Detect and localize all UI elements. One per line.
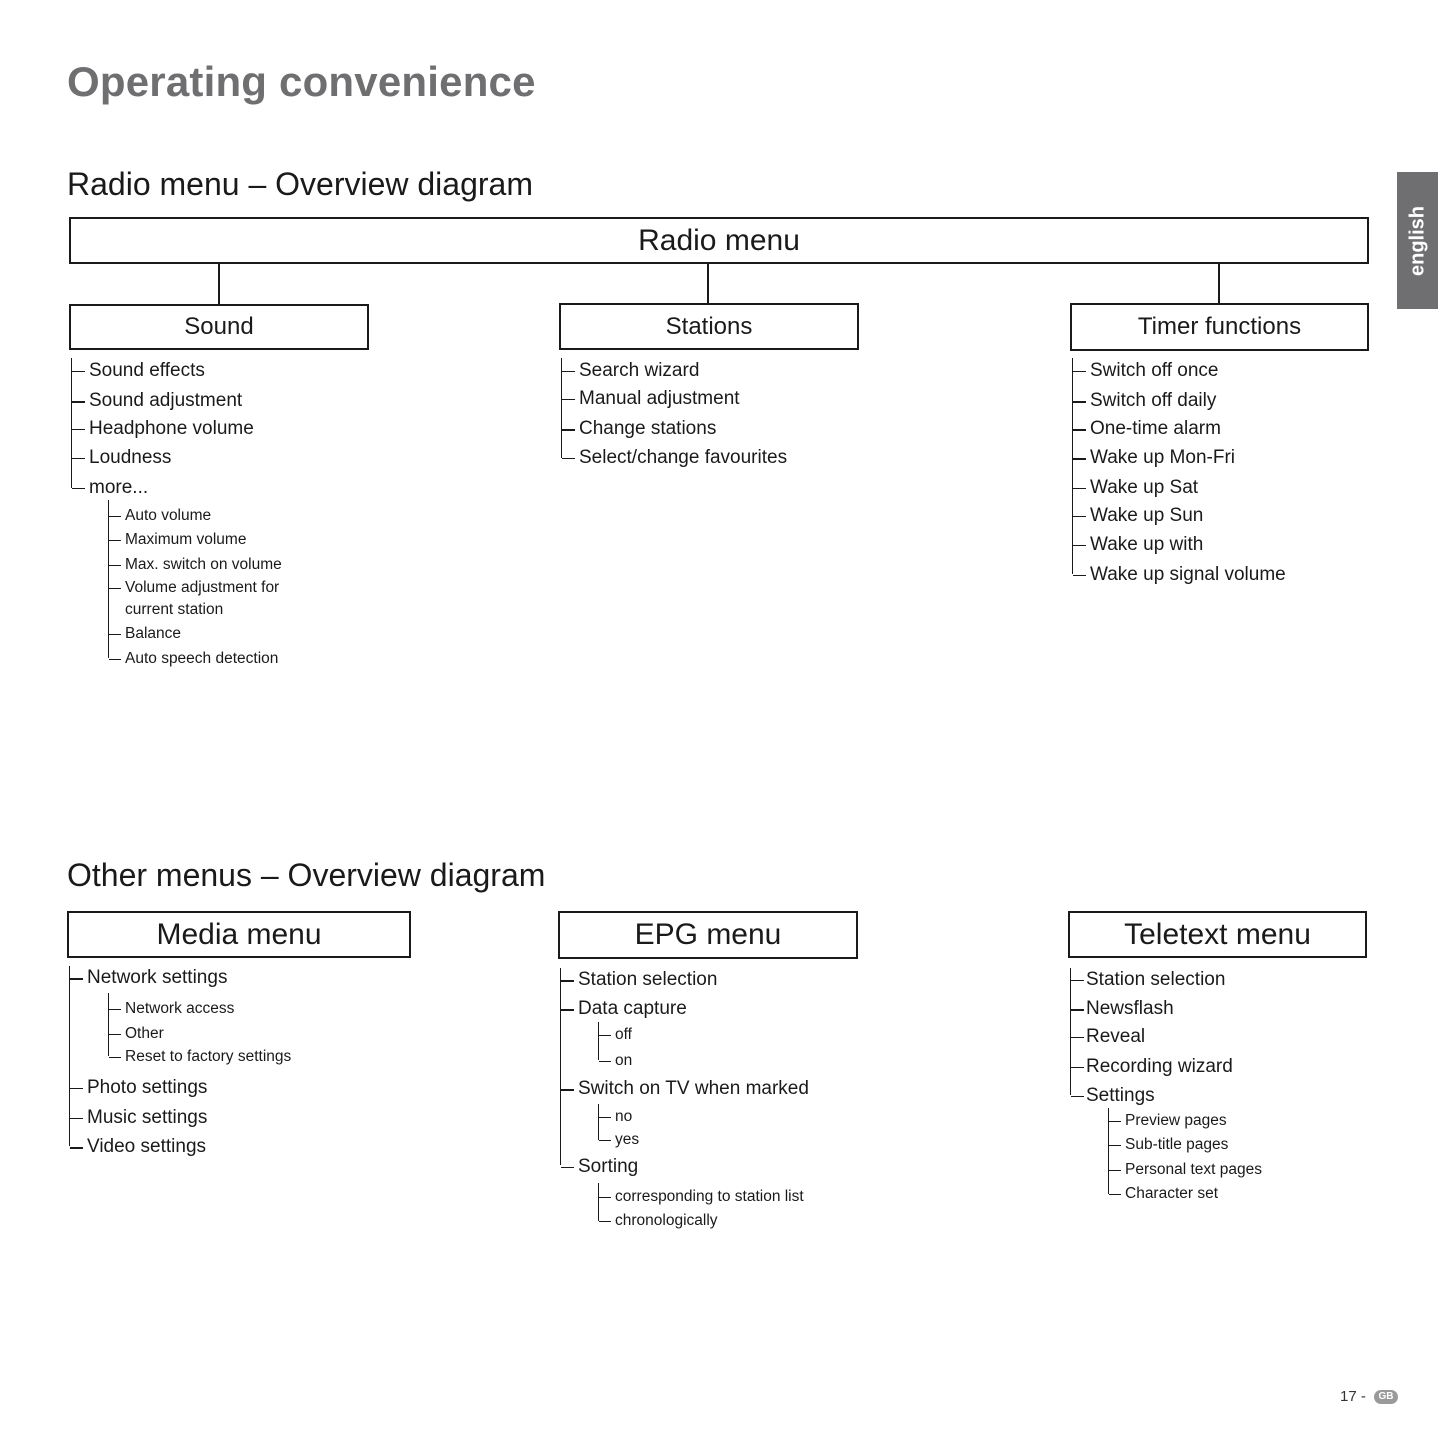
list-item: Wake up Sat <box>1073 478 1181 497</box>
list-item: Settings <box>1071 1086 1140 1105</box>
list-item: Photo settings <box>70 1078 190 1097</box>
list-item: Character set <box>1109 1186 1202 1202</box>
list-item: Other <box>109 1026 148 1042</box>
epg-sorting-tree <box>598 1183 839 1229</box>
timer-tree <box>1072 358 1393 585</box>
epg-switch-on-tv-tree <box>598 1104 719 1148</box>
list-item: more... <box>72 478 131 497</box>
page-number: 17 - <box>1340 1388 1366 1405</box>
media-menu-title: Media menu <box>156 917 322 951</box>
list-item: Switch off once <box>1073 361 1202 380</box>
media-menu-box <box>67 911 411 958</box>
language-tab <box>1397 172 1438 309</box>
list-item: Balance <box>109 626 165 642</box>
list-item: Wake up signal volume <box>1073 565 1269 584</box>
other-section-heading: Other menus – Overview diagram <box>67 857 546 893</box>
list-item: Newsflash <box>1071 999 1159 1018</box>
list-item: off <box>599 1027 616 1043</box>
list-item: Select/change favourites <box>562 448 770 467</box>
radio-menu-box <box>69 217 1369 264</box>
sound-more-tree <box>108 500 369 667</box>
list-item: Search wizard <box>562 361 682 380</box>
list-item: Wake up with <box>1073 535 1186 554</box>
list-item: Preview pages <box>1109 1113 1211 1129</box>
radio-menu-title: Radio menu <box>638 223 800 257</box>
list-item: Auto speech detection <box>109 651 262 667</box>
sound-tree <box>71 358 392 498</box>
region-badge: GB <box>1374 1390 1398 1404</box>
list-item: Volume adjustment for <box>109 580 263 596</box>
teletext-settings-tree <box>1108 1108 1369 1202</box>
list-item: Data capture <box>561 999 670 1018</box>
list-item: corresponding to station list <box>599 1189 788 1205</box>
connector-sound <box>218 263 220 305</box>
teletext-menu-title: Teletext menu <box>1124 917 1311 951</box>
language-tab-label: english <box>1406 205 1428 276</box>
radio-section-heading: Radio menu – Overview diagram <box>67 166 533 202</box>
list-item: One-time alarm <box>1073 419 1204 438</box>
list-item: Maximum volume <box>109 532 230 548</box>
list-item: Change stations <box>562 419 699 438</box>
list-item: Max. switch on volume <box>109 557 266 573</box>
list-item: Sound effects <box>72 361 188 380</box>
list-item: Manual adjustment <box>562 389 723 408</box>
list-item: Sub-title pages <box>1109 1137 1212 1153</box>
epg-menu-title: EPG menu <box>634 918 782 951</box>
connector-timer <box>1218 263 1220 304</box>
epg-menu-box <box>558 911 858 959</box>
teletext-menu-box <box>1068 911 1367 958</box>
list-item: Loudness <box>72 448 154 467</box>
stations-box <box>559 303 859 350</box>
list-item: Switch on TV when marked <box>561 1079 792 1098</box>
list-item: Wake up Mon-Fri <box>1073 448 1218 467</box>
list-item: chronologically <box>599 1213 702 1229</box>
list-item: on <box>599 1053 616 1069</box>
sound-box <box>69 304 369 350</box>
list-item: Network access <box>109 1001 218 1017</box>
list-item: Station selection <box>561 970 700 989</box>
list-item: Network settings <box>70 968 210 987</box>
list-item: Station selection <box>1071 970 1210 989</box>
list-item: yes <box>599 1132 623 1148</box>
list-item: Personal text pages <box>1109 1162 1246 1178</box>
list-item: Reset to factory settings <box>109 1049 275 1065</box>
media-network-tree <box>108 993 369 1065</box>
epg-data-capture-tree <box>598 1022 719 1069</box>
list-item: no <box>599 1109 616 1125</box>
teletext-tree <box>1070 968 1391 1106</box>
stations-tree <box>561 358 882 468</box>
list-item: Reveal <box>1071 1027 1130 1046</box>
connector-stations <box>707 263 709 304</box>
list-item: Sound adjustment <box>72 391 225 410</box>
list-item: Sorting <box>561 1157 621 1176</box>
list-item: Wake up Sun <box>1073 506 1186 525</box>
timer-title: Timer functions <box>1137 313 1302 340</box>
timer-box <box>1070 303 1369 351</box>
page-title: Operating convenience <box>67 58 536 105</box>
list-item: Music settings <box>70 1108 190 1127</box>
list-item: Headphone volume <box>72 419 237 438</box>
sound-title: Sound <box>184 313 254 340</box>
stations-title: Stations <box>665 312 753 340</box>
list-item-continuation: current station <box>125 601 224 618</box>
list-item: Video settings <box>70 1137 189 1156</box>
list-item: Recording wizard <box>1071 1057 1218 1076</box>
list-item: Switch off daily <box>1073 391 1199 410</box>
list-item: Auto volume <box>109 508 195 524</box>
